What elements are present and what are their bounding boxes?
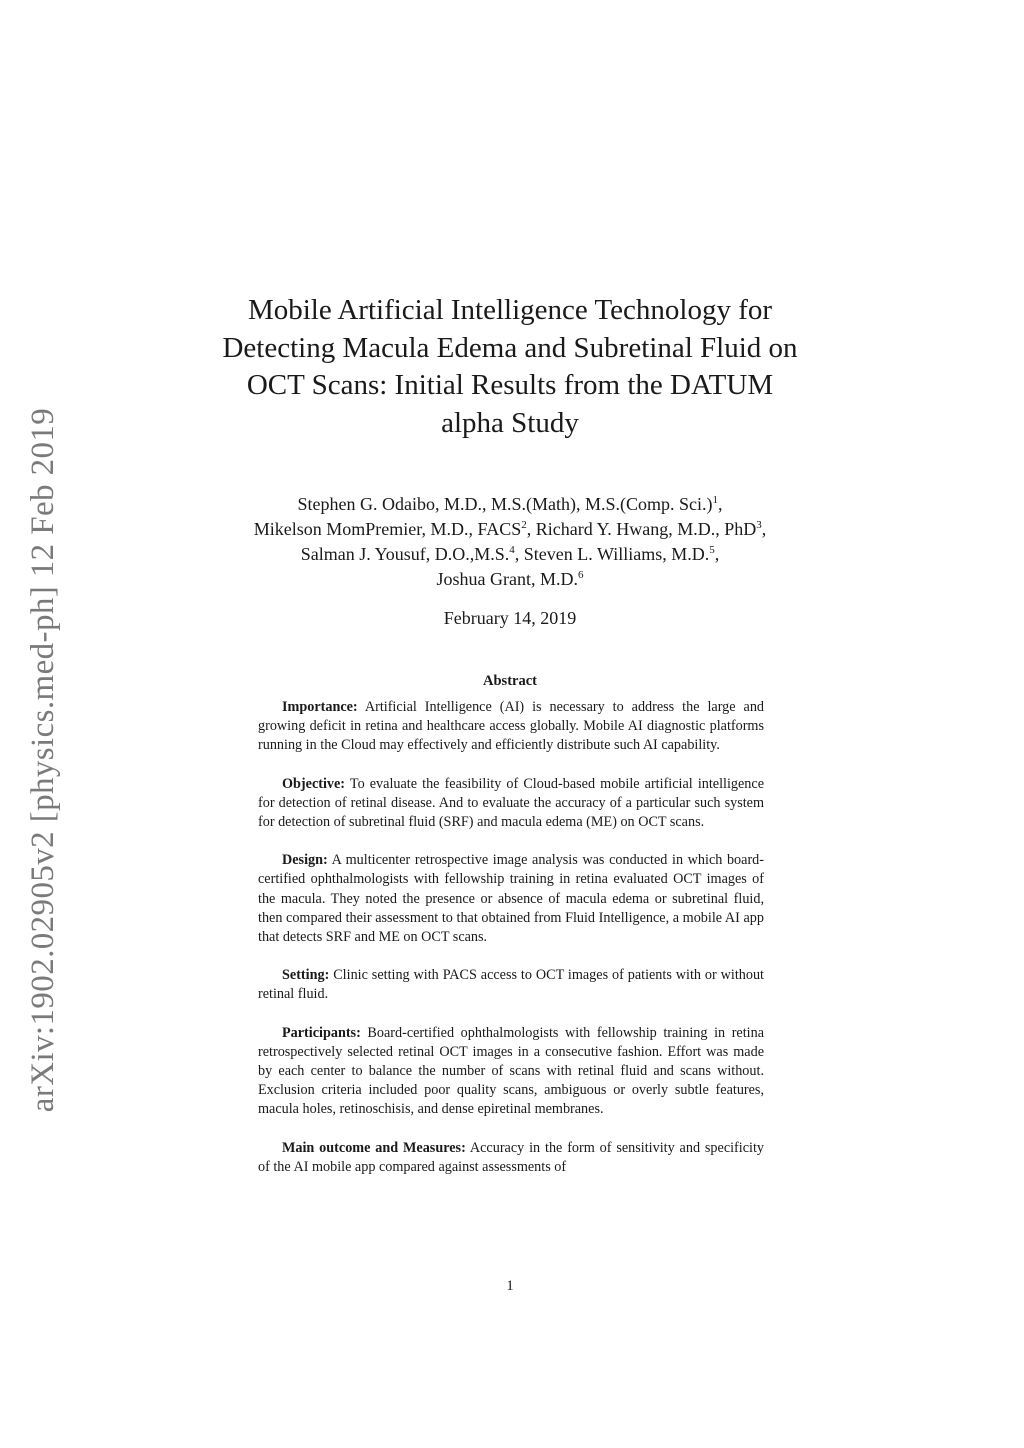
author-line <box>180 517 840 542</box>
abstract-heading: Abstract <box>483 673 537 689</box>
author-separator: , <box>714 544 720 564</box>
section-label: Importance: <box>282 699 358 715</box>
arxiv-side-stamp <box>20 390 66 1130</box>
affiliation-marker: 2 <box>521 519 527 531</box>
author-text: Salman J. Yousuf, D.O.,M.S. <box>300 544 510 564</box>
author-separator: , <box>718 494 723 514</box>
affiliation-marker: 1 <box>712 494 718 506</box>
section-label: Design: <box>282 852 328 869</box>
author-text: Mikelson MomPremier, M.D., FACS <box>253 519 522 539</box>
title-line: OCT Scans: Initial Results from the DATUM <box>246 369 774 401</box>
author-line <box>180 492 840 517</box>
abstract-paragraph-objective <box>258 775 764 833</box>
section-text: Clinic setting with PACS access to OCT images of patients with or without retinal fluid. <box>258 967 764 1003</box>
author-text: , Steven L. Williams, M.D. <box>514 544 710 564</box>
author-line <box>180 542 840 567</box>
paper-title <box>190 292 830 442</box>
author-text: Stephen G. Odaibo, M.D., M.S.(Math), M.S.(Comp. Sci.) <box>297 494 713 514</box>
author-text: Joshua Grant, M.D. <box>436 569 578 589</box>
affiliation-marker: 6 <box>578 569 584 581</box>
section-text: A multicenter retrospective image analysis was conducted in which board-certified ophthalmologists with fellowship training in retina evaluated OCT images of the macula. They noted the presence or absence of macula edema or subretinal fluid, then compared their assessment to that obtained from Fluid Intelligence, a mobile AI app that detects SRF and ME on OCT scans. <box>258 852 764 946</box>
section-text: Accuracy in the form of sensitivity and specificity of the AI mobile app compared against assessments of <box>258 1139 764 1175</box>
section-text: Artificial Intelligence (AI) is necessary to address the large and growing deficit in retina and healthcare access globally. Mobile AI diagnostic platforms running in the Cloud may effectively and efficiently distribute such AI capability. <box>258 699 765 754</box>
author-separator: , <box>761 519 767 539</box>
page-number: 1 <box>506 1278 514 1294</box>
abstract-paragraph-design <box>258 851 764 947</box>
section-label: Main outcome and Measures: <box>282 1139 466 1156</box>
title-line: Detecting Macula Edema and Subretinal Fluid on <box>222 331 798 364</box>
arxiv-identifier: arXiv:1902.02905v2 [physics.med-ph] 12 Feb 2019 <box>25 407 61 1113</box>
author-text: , Richard Y. Hwang, M.D., PhD <box>526 519 757 539</box>
affiliation-marker: 3 <box>756 519 762 531</box>
title-line: Mobile Artificial Intelligence Technology for <box>247 294 773 326</box>
abstract-paragraph-importance <box>258 698 764 756</box>
section-label: Setting: <box>282 967 330 984</box>
abstract-paragraph-setting <box>258 966 764 1004</box>
section-label: Objective: <box>282 775 346 792</box>
publication-date: February 14, 2019 <box>443 608 577 628</box>
abstract-paragraph-main-outcome <box>258 1139 764 1177</box>
author-list <box>180 492 840 592</box>
title-line: alpha Study <box>441 406 579 439</box>
abstract-body <box>258 698 764 1196</box>
affiliation-marker: 5 <box>709 544 715 556</box>
section-text: To evaluate the feasibility of Cloud-based mobile artificial intelligence for detection of retinal disease. And to evaluate the accuracy of a particular such system for detection of subretinal fluid (SRF) and macula edema (ME) on OCT scans. <box>258 775 764 831</box>
abstract-paragraph-participants <box>258 1024 764 1120</box>
affiliation-marker: 4 <box>509 544 515 556</box>
author-line <box>180 567 840 592</box>
section-text: Board-certified ophthalmologists with fellowship training in retina retrospectively selected retinal OCT images in a consecutive fashion. Effort was made by each center to balance the number of scans with retinal fluid and scans without. Exclusion criteria included poor quality scans, ambiguous or overly subtle features, macula holes, retinoschisis, and dense epiretinal membranes. <box>258 1024 764 1118</box>
section-label: Participants: <box>282 1024 361 1041</box>
